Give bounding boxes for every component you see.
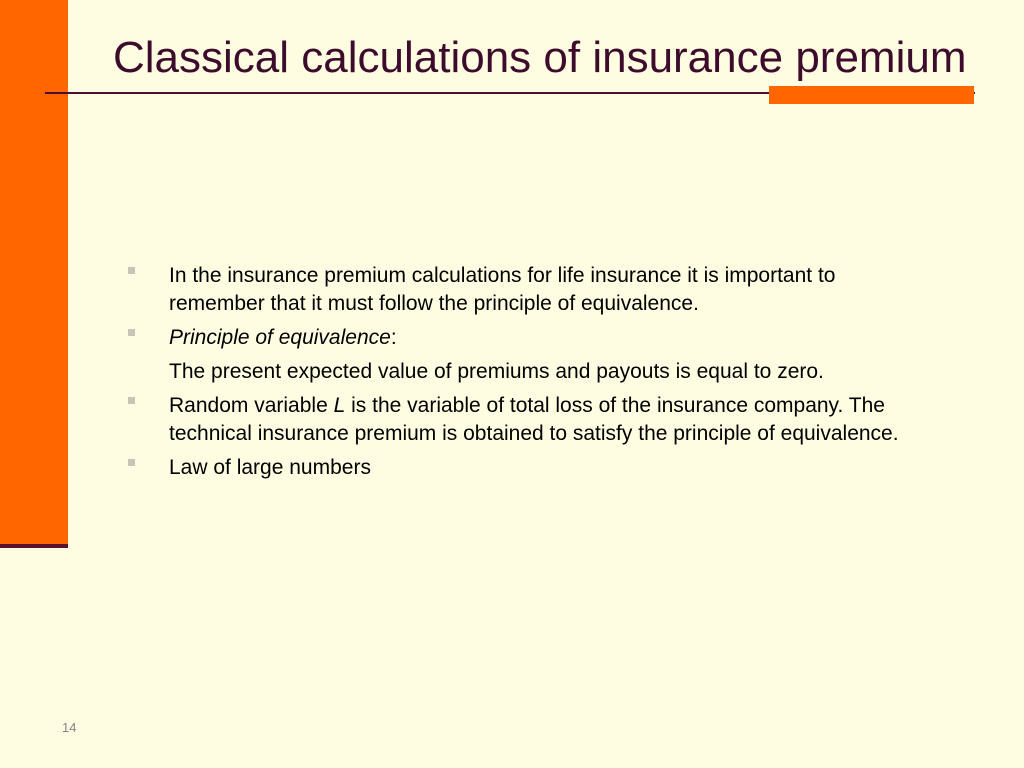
square-bullet-icon — [128, 397, 135, 404]
bullet-suffix: is the variable of total loss of the insurance company. The technical insurance premium is obtained to satisfy the principle of equivalence. — [169, 394, 899, 445]
bullet-prefix: Random variable — [169, 394, 334, 417]
page-number: 14 — [62, 720, 77, 735]
bullet-italic-variable: L — [333, 394, 346, 417]
bullet-suffix: : — [390, 326, 397, 349]
title-accent-bar — [769, 86, 974, 104]
square-bullet-icon — [128, 459, 135, 466]
bullet-list — [128, 262, 908, 488]
left-accent-bar — [0, 0, 68, 545]
bullet-item-4 — [128, 454, 908, 482]
slide-title: Classical calculations of insurance premium — [113, 33, 967, 82]
square-bullet-icon — [128, 329, 135, 336]
bullet-item-2 — [128, 324, 908, 386]
bullet-sub-paragraph: The present expected value of premiums and payouts is equal to zero. — [169, 360, 824, 383]
bullet-italic-term: Principle of equivalence — [169, 326, 391, 349]
square-bullet-icon — [128, 267, 135, 274]
bullet-item-3 — [128, 392, 908, 448]
bullet-text: Law of large numbers — [169, 456, 371, 479]
bullet-text: In the insurance premium calculations for life insurance it is important to remember that it must follow the principle of equivalence. — [169, 264, 836, 315]
left-bar-underline — [0, 544, 68, 548]
bullet-item-1 — [128, 262, 908, 318]
